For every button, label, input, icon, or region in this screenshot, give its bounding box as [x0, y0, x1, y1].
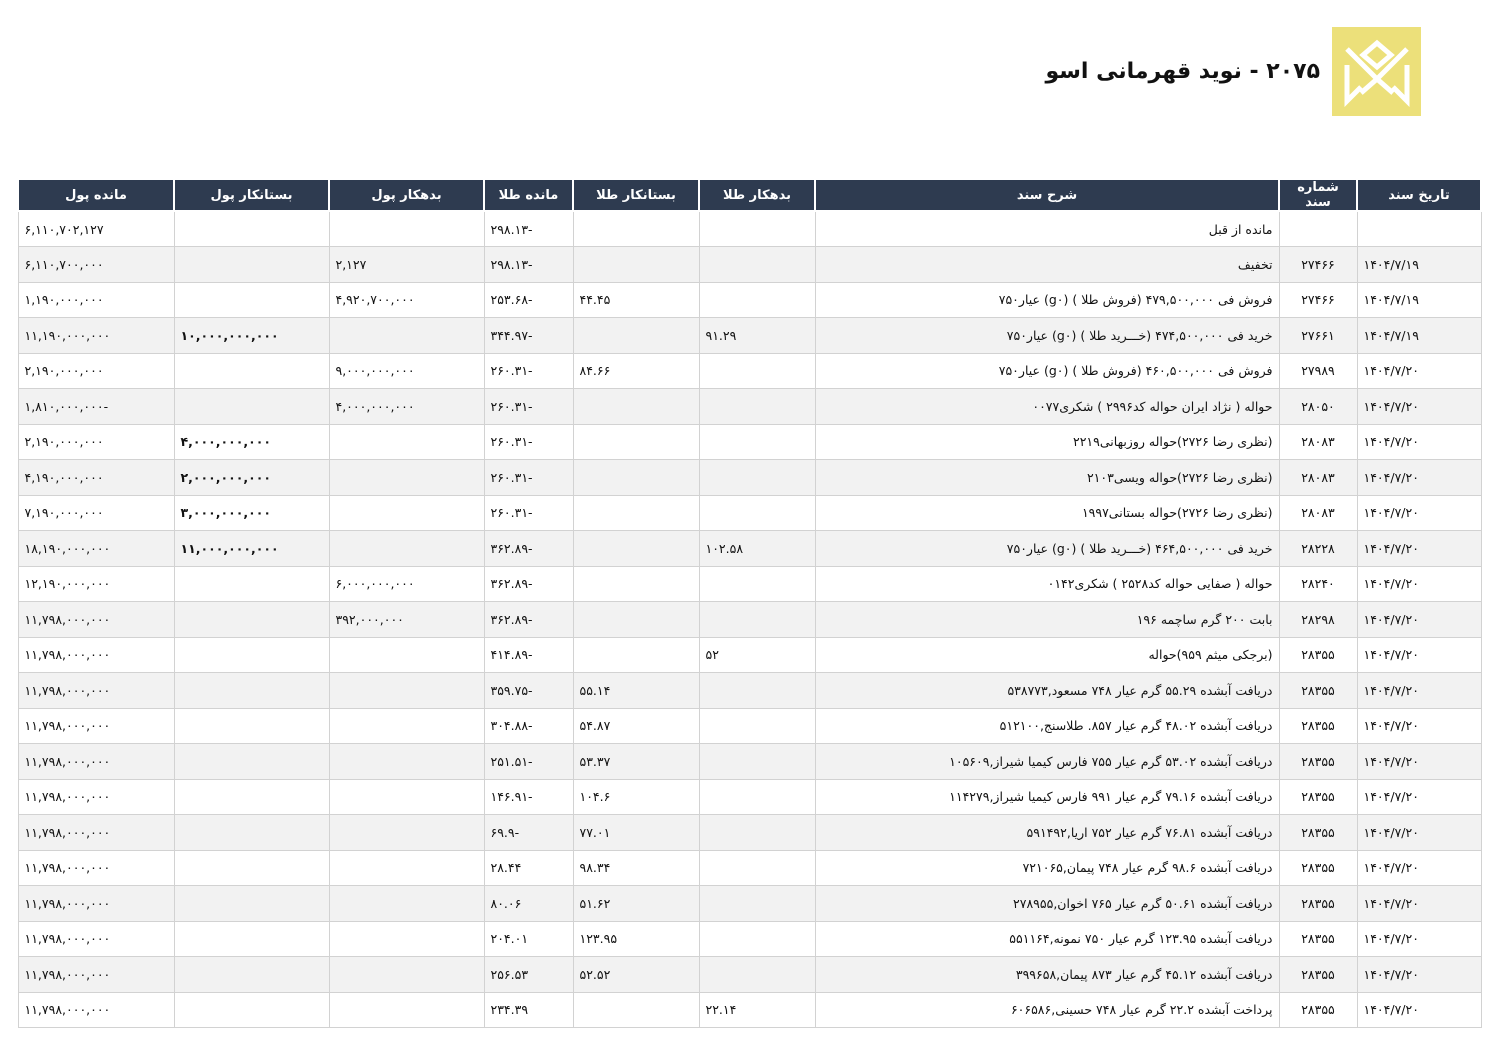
money-balance-cell: ۱۱,۱۹۰,۰۰۰,۰۰۰: [18, 318, 174, 354]
money-credit-cell: [174, 815, 329, 851]
brand-logo: [1332, 27, 1421, 116]
doc-number-cell: ۲۸۲۲۸: [1279, 531, 1357, 567]
table-row: [18, 424, 1481, 460]
gold-debit-cell: [699, 424, 815, 460]
description-cell: دریافت آبشده ۵۵.۲۹ گرم عیار ۷۴۸ مسعود,۵۳۸۷۷۳: [815, 673, 1279, 709]
table-row: [18, 353, 1481, 389]
gold-balance-cell: -۳۰۴.۸۸: [484, 708, 573, 744]
description-cell: دریافت آبشده ۱۲۳.۹۵ گرم عیار ۷۵۰ نمونه,۵۵۱۱۶۴: [815, 921, 1279, 957]
gold-credit-cell: ۷۷.۰۱: [573, 815, 699, 851]
description-cell: دریافت آبشده ۷۹.۱۶ گرم عیار ۹۹۱ فارس کیمیا شیراز,۱۱۴۲۷۹: [815, 779, 1279, 815]
gold-balance-cell: -۳۶۲.۸۹: [484, 531, 573, 567]
description-cell: (برجکی میثم ۹۵۹)حواله: [815, 637, 1279, 673]
money-balance-cell: ۱۱,۷۹۸,۰۰۰,۰۰۰: [18, 921, 174, 957]
gold-credit-cell: ۵۵.۱۴: [573, 673, 699, 709]
table-row: [18, 708, 1481, 744]
gold-credit-cell: ۵۲.۵۲: [573, 957, 699, 993]
gold-balance-cell: -۴۱۴.۸۹: [484, 637, 573, 673]
gold-credit-cell: [573, 318, 699, 354]
doc-number-cell: [1279, 211, 1357, 247]
money-credit-cell: [174, 850, 329, 886]
doc-number-cell: ۲۸۳۵۵: [1279, 673, 1357, 709]
doc-number-cell: ۲۸۰۸۳: [1279, 495, 1357, 531]
gold-credit-cell: ۴۴.۴۵: [573, 282, 699, 318]
money-debit-cell: [329, 531, 484, 567]
table-row: [18, 673, 1481, 709]
money-debit-cell: [329, 850, 484, 886]
money-debit-cell: [329, 992, 484, 1028]
date-cell: ۱۴۰۴/۷/۲۰: [1357, 744, 1481, 780]
table-row: [18, 531, 1481, 567]
money-credit-cell: [174, 992, 329, 1028]
description-cell: (نظری رضا ۲۷۲۶)حواله ویسی۲۱۰۳: [815, 460, 1279, 496]
money-debit-cell: ۴,۹۲۰,۷۰۰,۰۰۰: [329, 282, 484, 318]
doc-number-cell: ۲۸۳۵۵: [1279, 708, 1357, 744]
money-credit-cell: [174, 708, 329, 744]
gold-debit-cell: [699, 921, 815, 957]
money-balance-cell: ۱۱,۷۹۸,۰۰۰,۰۰۰: [18, 708, 174, 744]
money-debit-cell: [329, 211, 484, 247]
money-credit-cell: [174, 247, 329, 283]
gold-debit-cell: [699, 708, 815, 744]
gold-balance-cell: ۸۰.۰۶: [484, 886, 573, 922]
description-cell: مانده از قبل: [815, 211, 1279, 247]
gold-balance-cell: ۲۸.۴۴: [484, 850, 573, 886]
ledger-body: [18, 211, 1481, 1028]
gold-balance-cell: -۲۵۳.۶۸: [484, 282, 573, 318]
gold-credit-cell: [573, 424, 699, 460]
money-balance-cell: ۱۱,۷۹۸,۰۰۰,۰۰۰: [18, 850, 174, 886]
description-cell: حواله ( صفایی حواله کد۲۵۲۸ ) شکری۰۱۴۲: [815, 566, 1279, 602]
gold-debit-cell: [699, 815, 815, 851]
gold-debit-cell: [699, 353, 815, 389]
money-balance-cell: ۱۱,۷۹۸,۰۰۰,۰۰۰: [18, 886, 174, 922]
gold-balance-cell: -۲۶۰.۳۱: [484, 460, 573, 496]
date-cell: ۱۴۰۴/۷/۱۹: [1357, 247, 1481, 283]
description-cell: (نظری رضا ۲۷۲۶)حواله بستانی۱۹۹۷: [815, 495, 1279, 531]
money-credit-cell: [174, 673, 329, 709]
money-credit-cell: [174, 744, 329, 780]
gold-balance-cell: -۳۶۲.۸۹: [484, 602, 573, 638]
report-header: [1046, 26, 1422, 116]
money-credit-cell: [174, 602, 329, 638]
gold-credit-cell: ۱۲۳.۹۵: [573, 921, 699, 957]
gold-debit-cell: [699, 850, 815, 886]
description-cell: فروش فی ۴۶۰,۵۰۰,۰۰۰ (فروش طلا ) (g۰) عیار۷۵۰: [815, 353, 1279, 389]
table-row: [18, 318, 1481, 354]
money-balance-cell: ۱۱,۷۹۸,۰۰۰,۰۰۰: [18, 779, 174, 815]
table-row: [18, 282, 1481, 318]
money-debit-cell: [329, 673, 484, 709]
money-debit-cell: ۲,۱۲۷: [329, 247, 484, 283]
table-row: [18, 211, 1481, 247]
gold-debit-cell: [699, 495, 815, 531]
gold-balance-cell: -۲۹۸.۱۳: [484, 247, 573, 283]
description-cell: دریافت آبشده ۴۸.۰۲ گرم عیار ۸۵۷. طلاسنج,۵۱۲۱۰۰: [815, 708, 1279, 744]
money-balance-cell: ۱۱,۷۹۸,۰۰۰,۰۰۰: [18, 957, 174, 993]
table-row: [18, 247, 1481, 283]
description-cell: فروش فی ۴۷۹,۵۰۰,۰۰۰ (فروش طلا ) (g۰) عیار۷۵۰: [815, 282, 1279, 318]
money-credit-cell: [174, 353, 329, 389]
gold-debit-cell: [699, 282, 815, 318]
gold-balance-cell: ۲۰۴.۰۱: [484, 921, 573, 957]
money-debit-cell: [329, 424, 484, 460]
description-cell: دریافت آبشده ۷۶.۸۱ گرم عیار ۷۵۲ اریا,۵۹۱۴۹۲: [815, 815, 1279, 851]
date-cell: ۱۴۰۴/۷/۲۰: [1357, 531, 1481, 567]
money-balance-cell: ۲,۱۹۰,۰۰۰,۰۰۰: [18, 353, 174, 389]
money-balance-cell: ۱۱,۷۹۸,۰۰۰,۰۰۰: [18, 673, 174, 709]
col-header-money-debit: بدهکار پول: [329, 179, 484, 211]
date-cell: ۱۴۰۴/۷/۲۰: [1357, 921, 1481, 957]
description-cell: خرید فی ۴۷۴,۵۰۰,۰۰۰ (خـــرید طلا ) (g۰) عیار۷۵۰: [815, 318, 1279, 354]
date-cell: ۱۴۰۴/۷/۲۰: [1357, 353, 1481, 389]
money-credit-cell: [174, 779, 329, 815]
description-cell: حواله ( نژاد ایران حواله کد۲۹۹۶ ) شکری۰۰۷۷: [815, 389, 1279, 425]
description-cell: دریافت آبشده ۹۸.۶ گرم عیار ۷۴۸ پیمان,۷۲۱۰۶۵: [815, 850, 1279, 886]
gold-credit-cell: ۸۴.۶۶: [573, 353, 699, 389]
gold-balance-cell: ۲۳۴.۳۹: [484, 992, 573, 1028]
gold-debit-cell: [699, 602, 815, 638]
money-credit-cell: [174, 211, 329, 247]
money-debit-cell: [329, 318, 484, 354]
money-debit-cell: [329, 779, 484, 815]
money-balance-cell: ۱۲,۱۹۰,۰۰۰,۰۰۰: [18, 566, 174, 602]
ledger-table: [17, 178, 1482, 1028]
table-row: [18, 495, 1481, 531]
date-cell: [1357, 211, 1481, 247]
money-debit-cell: [329, 744, 484, 780]
money-debit-cell: [329, 495, 484, 531]
table-row: [18, 921, 1481, 957]
table-row: [18, 815, 1481, 851]
table-row: [18, 637, 1481, 673]
money-balance-cell: ۱۱,۷۹۸,۰۰۰,۰۰۰: [18, 637, 174, 673]
date-cell: ۱۴۰۴/۷/۲۰: [1357, 460, 1481, 496]
doc-number-cell: ۲۸۰۵۰: [1279, 389, 1357, 425]
gold-debit-cell: ۲۲.۱۴: [699, 992, 815, 1028]
gold-debit-cell: [699, 389, 815, 425]
date-cell: ۱۴۰۴/۷/۲۰: [1357, 602, 1481, 638]
money-balance-cell: ۱۱,۷۹۸,۰۰۰,۰۰۰: [18, 815, 174, 851]
brand-logo-icon: [1341, 35, 1413, 107]
money-debit-cell: [329, 921, 484, 957]
gold-credit-cell: ۵۱.۶۲: [573, 886, 699, 922]
money-debit-cell: [329, 886, 484, 922]
date-cell: ۱۴۰۴/۷/۲۰: [1357, 779, 1481, 815]
doc-number-cell: ۲۸۳۵۵: [1279, 815, 1357, 851]
table-row: [18, 460, 1481, 496]
col-header-money-balance: مانده پول: [18, 179, 174, 211]
gold-balance-cell: ۲۵۶.۵۳: [484, 957, 573, 993]
money-credit-cell: ۲,۰۰۰,۰۰۰,۰۰۰: [174, 460, 329, 496]
table-row: [18, 957, 1481, 993]
money-credit-cell: ۴,۰۰۰,۰۰۰,۰۰۰: [174, 424, 329, 460]
money-credit-cell: [174, 282, 329, 318]
table-row: [18, 566, 1481, 602]
description-cell: (نظری رضا ۲۷۲۶)حواله روزبهانی۲۲۱۹: [815, 424, 1279, 460]
gold-credit-cell: [573, 637, 699, 673]
money-debit-cell: ۶,۰۰۰,۰۰۰,۰۰۰: [329, 566, 484, 602]
gold-credit-cell: [573, 389, 699, 425]
money-balance-cell: ۱۱,۷۹۸,۰۰۰,۰۰۰: [18, 992, 174, 1028]
money-balance-cell: ۱۱,۷۹۸,۰۰۰,۰۰۰: [18, 602, 174, 638]
gold-credit-cell: [573, 531, 699, 567]
gold-balance-cell: -۶۹.۹: [484, 815, 573, 851]
doc-number-cell: ۲۸۰۸۳: [1279, 460, 1357, 496]
doc-number-cell: ۲۷۹۸۹: [1279, 353, 1357, 389]
gold-credit-cell: ۵۴.۸۷: [573, 708, 699, 744]
money-debit-cell: [329, 957, 484, 993]
col-header-money-credit: بستانکار پول: [174, 179, 329, 211]
col-header-description: شرح سند: [815, 179, 1279, 211]
money-balance-cell: ۲,۱۹۰,۰۰۰,۰۰۰: [18, 424, 174, 460]
col-header-gold-debit: بدهکار طلا: [699, 179, 815, 211]
gold-balance-cell: -۲۹۸.۱۳: [484, 211, 573, 247]
money-debit-cell: [329, 815, 484, 851]
gold-debit-cell: [699, 247, 815, 283]
money-balance-cell: -۱,۸۱۰,۰۰۰,۰۰۰: [18, 389, 174, 425]
description-cell: دریافت آبشده ۵۰.۶۱ گرم عیار ۷۶۵ اخوان,۲۷۸۹۵۵: [815, 886, 1279, 922]
money-debit-cell: ۹,۰۰۰,۰۰۰,۰۰۰: [329, 353, 484, 389]
date-cell: ۱۴۰۴/۷/۲۰: [1357, 850, 1481, 886]
money-credit-cell: [174, 921, 329, 957]
doc-number-cell: ۲۷۴۶۶: [1279, 282, 1357, 318]
doc-number-cell: ۲۸۳۵۵: [1279, 992, 1357, 1028]
table-header-row: [18, 179, 1481, 211]
gold-debit-cell: ۱۰۲.۵۸: [699, 531, 815, 567]
money-debit-cell: [329, 708, 484, 744]
gold-credit-cell: ۱۰۴.۶: [573, 779, 699, 815]
col-header-gold-balance: مانده طلا: [484, 179, 573, 211]
doc-number-cell: ۲۸۳۵۵: [1279, 850, 1357, 886]
gold-debit-cell: [699, 744, 815, 780]
col-header-gold-credit: بستانکار طلا: [573, 179, 699, 211]
date-cell: ۱۴۰۴/۷/۲۰: [1357, 389, 1481, 425]
money-credit-cell: ۱۱,۰۰۰,۰۰۰,۰۰۰: [174, 531, 329, 567]
gold-credit-cell: [573, 247, 699, 283]
date-cell: ۱۴۰۴/۷/۱۹: [1357, 282, 1481, 318]
date-cell: ۱۴۰۴/۷/۲۰: [1357, 673, 1481, 709]
money-balance-cell: ۶,۱۱۰,۷۰۰,۰۰۰: [18, 247, 174, 283]
money-balance-cell: ۴,۱۹۰,۰۰۰,۰۰۰: [18, 460, 174, 496]
doc-number-cell: ۲۸۳۵۵: [1279, 744, 1357, 780]
gold-balance-cell: -۲۶۰.۳۱: [484, 389, 573, 425]
date-cell: ۱۴۰۴/۷/۲۰: [1357, 815, 1481, 851]
doc-number-cell: ۲۸۳۵۵: [1279, 779, 1357, 815]
gold-balance-cell: -۳۵۹.۷۵: [484, 673, 573, 709]
money-debit-cell: ۴,۰۰۰,۰۰۰,۰۰۰: [329, 389, 484, 425]
gold-debit-cell: [699, 566, 815, 602]
doc-number-cell: ۲۸۰۸۳: [1279, 424, 1357, 460]
money-credit-cell: [174, 637, 329, 673]
table-row: [18, 602, 1481, 638]
date-cell: ۱۴۰۴/۷/۲۰: [1357, 957, 1481, 993]
date-cell: ۱۴۰۴/۷/۲۰: [1357, 992, 1481, 1028]
table-row: [18, 886, 1481, 922]
gold-credit-cell: [573, 211, 699, 247]
table-row: [18, 389, 1481, 425]
table-row: [18, 744, 1481, 780]
description-cell: پرداخت آبشده ۲۲.۲ گرم عیار ۷۴۸ حسینی,۶۰۶۵۸۶: [815, 992, 1279, 1028]
money-balance-cell: ۷,۱۹۰,۰۰۰,۰۰۰: [18, 495, 174, 531]
doc-number-cell: ۲۸۳۵۵: [1279, 886, 1357, 922]
gold-debit-cell: [699, 673, 815, 709]
money-credit-cell: [174, 886, 329, 922]
col-header-date: تاریخ سند: [1357, 179, 1481, 211]
date-cell: ۱۴۰۴/۷/۲۰: [1357, 495, 1481, 531]
money-credit-cell: [174, 389, 329, 425]
table-row: [18, 779, 1481, 815]
table-row: [18, 850, 1481, 886]
gold-debit-cell: [699, 886, 815, 922]
date-cell: ۱۴۰۴/۷/۲۰: [1357, 424, 1481, 460]
doc-number-cell: ۲۸۳۵۵: [1279, 957, 1357, 993]
gold-credit-cell: [573, 495, 699, 531]
gold-debit-cell: ۹۱.۲۹: [699, 318, 815, 354]
gold-credit-cell: [573, 460, 699, 496]
money-balance-cell: ۱۱,۷۹۸,۰۰۰,۰۰۰: [18, 744, 174, 780]
money-credit-cell: [174, 957, 329, 993]
date-cell: ۱۴۰۴/۷/۱۹: [1357, 318, 1481, 354]
date-cell: ۱۴۰۴/۷/۲۰: [1357, 566, 1481, 602]
money-credit-cell: [174, 566, 329, 602]
money-balance-cell: ۶,۱۱۰,۷۰۲,۱۲۷: [18, 211, 174, 247]
gold-balance-cell: -۲۶۰.۳۱: [484, 424, 573, 460]
doc-number-cell: ۲۷۶۶۱: [1279, 318, 1357, 354]
table-row: [18, 992, 1481, 1028]
gold-balance-cell: -۱۴۶.۹۱: [484, 779, 573, 815]
gold-credit-cell: ۵۳.۳۷: [573, 744, 699, 780]
description-cell: دریافت آبشده ۴۵.۱۲ گرم عیار ۸۷۳ پیمان,۳۹۹۶۵۸: [815, 957, 1279, 993]
money-credit-cell: ۱۰,۰۰۰,۰۰۰,۰۰۰: [174, 318, 329, 354]
money-credit-cell: ۳,۰۰۰,۰۰۰,۰۰۰: [174, 495, 329, 531]
date-cell: ۱۴۰۴/۷/۲۰: [1357, 637, 1481, 673]
gold-balance-cell: -۲۶۰.۳۱: [484, 495, 573, 531]
doc-number-cell: ۲۷۴۶۶: [1279, 247, 1357, 283]
doc-number-cell: ۲۸۳۵۵: [1279, 637, 1357, 673]
money-balance-cell: ۱۸,۱۹۰,۰۰۰,۰۰۰: [18, 531, 174, 567]
date-cell: ۱۴۰۴/۷/۲۰: [1357, 886, 1481, 922]
money-debit-cell: [329, 460, 484, 496]
gold-debit-cell: [699, 211, 815, 247]
gold-credit-cell: [573, 992, 699, 1028]
date-cell: ۱۴۰۴/۷/۲۰: [1357, 708, 1481, 744]
gold-credit-cell: [573, 566, 699, 602]
gold-debit-cell: [699, 460, 815, 496]
gold-balance-cell: -۳۶۲.۸۹: [484, 566, 573, 602]
doc-number-cell: ۲۸۲۴۰: [1279, 566, 1357, 602]
doc-number-cell: ۲۸۳۵۵: [1279, 921, 1357, 957]
gold-balance-cell: -۲۶۰.۳۱: [484, 353, 573, 389]
description-cell: بابت ۲۰۰ گرم ساچمه ۱۹۶: [815, 602, 1279, 638]
gold-credit-cell: [573, 602, 699, 638]
description-cell: خرید فی ۴۶۴,۵۰۰,۰۰۰ (خـــرید طلا ) (g۰) عیار۷۵۰: [815, 531, 1279, 567]
gold-debit-cell: ۵۲: [699, 637, 815, 673]
page-title: ۲۰۷۵ - نوید قهرمانی اسو: [1045, 58, 1320, 84]
gold-balance-cell: -۲۵۱.۵۱: [484, 744, 573, 780]
money-debit-cell: ۳۹۲,۰۰۰,۰۰۰: [329, 602, 484, 638]
col-header-number: شماره سند: [1279, 179, 1357, 211]
description-cell: تخفیف: [815, 247, 1279, 283]
money-balance-cell: ۱,۱۹۰,۰۰۰,۰۰۰: [18, 282, 174, 318]
gold-debit-cell: [699, 957, 815, 993]
gold-debit-cell: [699, 779, 815, 815]
money-debit-cell: [329, 637, 484, 673]
gold-credit-cell: ۹۸.۳۴: [573, 850, 699, 886]
description-cell: دریافت آبشده ۵۳.۰۲ گرم عیار ۷۵۵ فارس کیمیا شیراز,۱۰۵۶۰۹: [815, 744, 1279, 780]
gold-balance-cell: -۳۴۴.۹۷: [484, 318, 573, 354]
doc-number-cell: ۲۸۲۹۸: [1279, 602, 1357, 638]
